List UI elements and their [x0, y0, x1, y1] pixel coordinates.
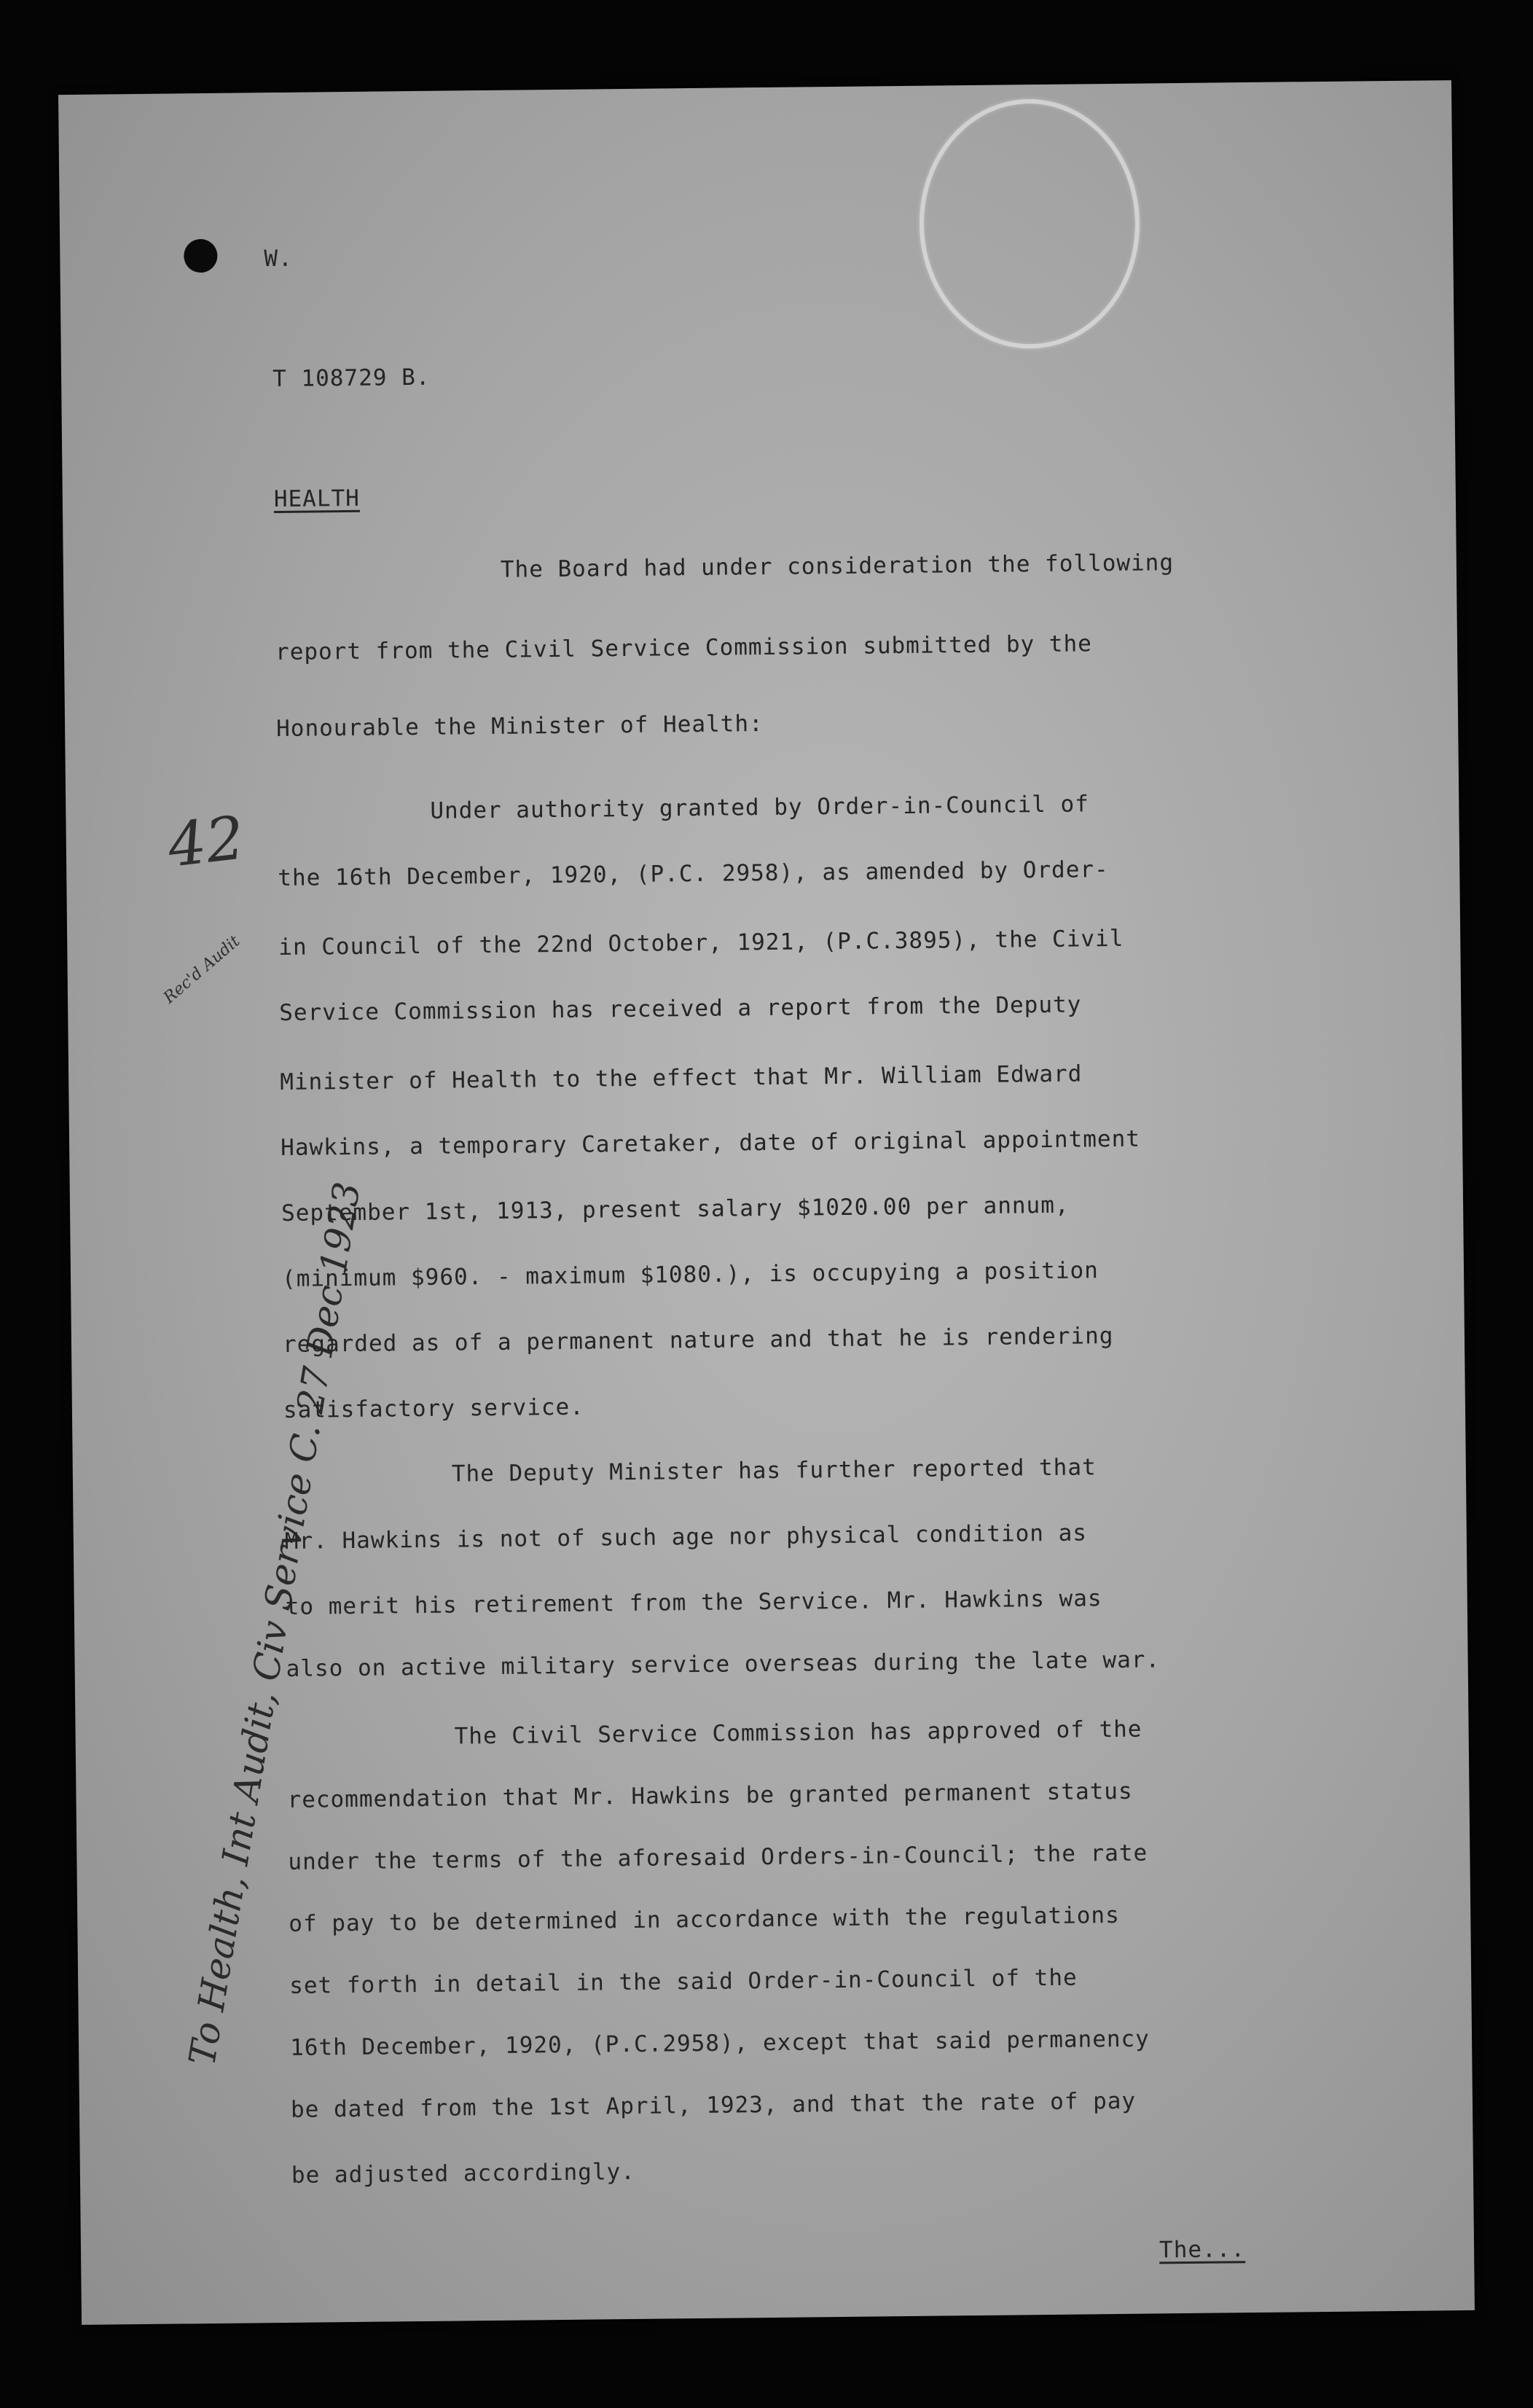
body-line: The Board had under consideration the following: [500, 550, 1175, 583]
file-number: T 108729 B.: [272, 364, 431, 393]
body-line: (minimum $960. - maximum $1080.), is occupying a position: [281, 1257, 1099, 1292]
body-line: set forth in detail in the said Order-in-Council of the: [289, 1964, 1078, 1999]
body-line: Under authority granted by Order-in-Council of: [430, 791, 1090, 824]
handwritten-vertical-note: To Health, Int Audit, Civ Service C. 27 Dec 1923: [181, 1178, 369, 2068]
body-line: 16th December, 1920, (P.C.2958), except that said permanency: [289, 2025, 1150, 2061]
body-line: be adjusted accordingly.: [291, 2158, 636, 2189]
body-line: the 16th December, 1920, (P.C. 2958), as amended by Order-: [278, 856, 1109, 891]
subject-heading: HEALTH: [273, 485, 361, 513]
body-line: Hawkins, a temporary Caretaker, date of original appointment: [280, 1125, 1141, 1161]
body-line: The Civil Service Commission has approved of the: [454, 1716, 1142, 1750]
body-line: under the terms of the aforesaid Orders-in-Council; the rate: [288, 1840, 1148, 1875]
body-line: September 1st, 1913, present salary $1020.00 per annum,: [281, 1192, 1070, 1227]
body-line: report from the Civil Service Commission submitted by the: [275, 630, 1093, 666]
body-line: The Deputy Minister has further reported that: [451, 1454, 1097, 1488]
body-line: recommendation that Mr. Hawkins be granted permanent status: [287, 1778, 1133, 1813]
body-line: Minister of Health to the effect that Mr. William Edward: [280, 1060, 1083, 1095]
body-line: in Council of the 22nd October, 1921, (P.C.3895), the Civil: [278, 925, 1124, 961]
body-line: also on active military service overseas during the late war.: [286, 1646, 1161, 1682]
catchword: The...: [1158, 2236, 1246, 2264]
body-line: satisfactory service.: [283, 1393, 585, 1423]
body-line: Mr. Hawkins is not of such age nor physical condition as: [284, 1520, 1088, 1555]
body-line: regarded as of a permanent nature and that he is rendering: [282, 1323, 1114, 1358]
body-line: to merit his retirement from the Service. Mr. Hawkins was: [285, 1585, 1102, 1620]
circular-stamp-outline: [918, 98, 1141, 350]
body-line: Service Commission has received a report from the Deputy: [279, 991, 1082, 1026]
punch-hole: [184, 239, 217, 273]
document-page: [58, 80, 1475, 2325]
handwritten-page-number: 42: [164, 803, 248, 881]
body-line: be dated from the 1st April, 1923, and that the rate of pay: [290, 2087, 1137, 2123]
file-mark: W.: [264, 245, 293, 273]
body-line: Honourable the Minister of Health:: [275, 711, 764, 743]
handwritten-margin-note: Rec'd Audit: [160, 932, 244, 1008]
body-line: of pay to be determined in accordance with the regulations: [289, 1901, 1120, 1937]
